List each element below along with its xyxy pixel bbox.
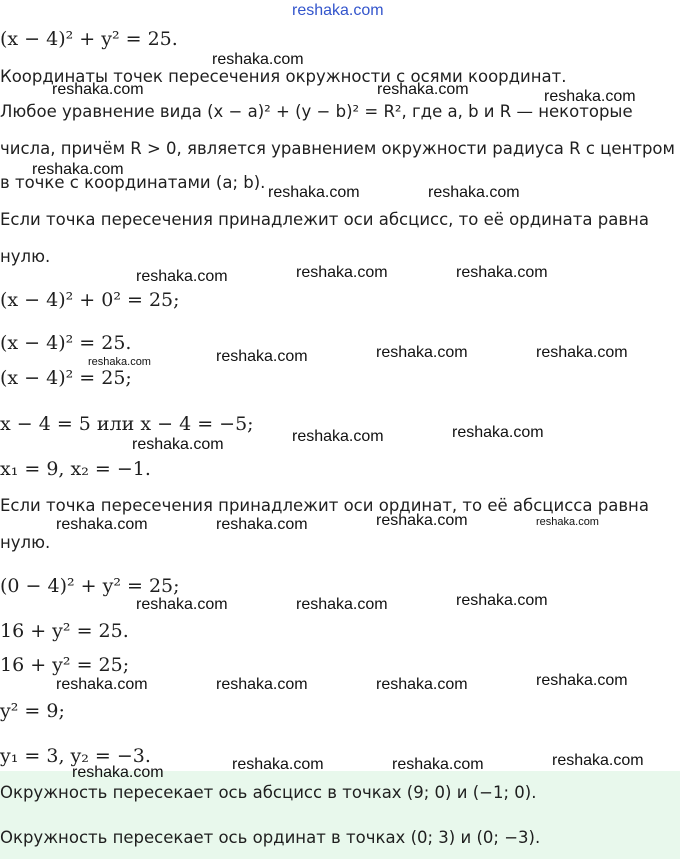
watermark: reshaka.com: [552, 752, 644, 769]
watermark: reshaka.com: [52, 81, 144, 98]
equation: 16 + y² = 25.: [0, 620, 129, 642]
watermark: reshaka.com: [268, 184, 360, 201]
text-line: Любое уравнение вида (x − a)² + (y − b)² = R², где a, b и R — некоторые: [0, 102, 633, 121]
equation: (x − 4)² = 25.: [0, 332, 132, 354]
equation: 16 + y² = 25;: [0, 654, 130, 676]
equation: x − 4 = 5 или x − 4 = −5;: [0, 413, 254, 435]
watermark: reshaka.com: [132, 436, 224, 453]
equation-circle: (x − 4)² + y² = 25.: [0, 28, 178, 50]
watermark: reshaka.com: [536, 672, 628, 689]
watermark: reshaka.com: [376, 676, 468, 693]
watermark: reshaka.com: [456, 264, 548, 281]
equation: y² = 9;: [0, 700, 65, 722]
watermark: reshaka.com: [72, 764, 164, 781]
answer-line-y-axis: Окружность пересекает ось ординат в точках (0; 3) и (0; −3).: [0, 828, 541, 847]
answer-line-x-axis: Окружность пересекает ось абсцисс в точках (9; 0) и (−1; 0).: [0, 783, 537, 802]
watermark: reshaka.com: [56, 676, 148, 693]
watermark: reshaka.com: [376, 344, 468, 361]
watermark: reshaka.com: [296, 264, 388, 281]
watermark: reshaka.com: [232, 756, 324, 773]
watermark: reshaka.com: [56, 516, 148, 533]
section-heading: Координаты точек пересечения окружности с осями координат.: [0, 67, 567, 86]
watermark: reshaka.com: [456, 592, 548, 609]
watermark: reshaka.com: [536, 516, 599, 528]
watermark: reshaka.com: [377, 81, 469, 98]
equation: (x − 4)² = 25;: [0, 367, 132, 389]
text-line: числа, причём R > 0, является уравнением окружности радиуса R с центром: [0, 139, 675, 158]
equation: (x − 4)² + 0² = 25;: [0, 289, 180, 311]
text-line: в точке с координатами (a; b).: [0, 173, 266, 192]
text-line: нулю.: [0, 247, 51, 266]
equation: y₁ = 3, y₂ = −3.: [0, 745, 151, 767]
watermark: reshaka.com: [216, 516, 308, 533]
watermark: reshaka.com: [88, 356, 151, 368]
text-line: Если точка пересечения принадлежит оси абсцисс, то её ордината равна: [0, 210, 649, 229]
text-line: Если точка пересечения принадлежит оси ординат, то её абсцисса равна: [0, 496, 649, 515]
watermark: reshaka.com: [428, 184, 520, 201]
watermark: reshaka.com: [544, 88, 636, 105]
watermark: reshaka.com: [136, 268, 228, 285]
text-line: нулю.: [0, 533, 51, 552]
watermark: reshaka.com: [392, 756, 484, 773]
watermark: reshaka.com: [376, 512, 468, 529]
watermark: reshaka.com: [32, 161, 124, 178]
watermark: reshaka.com: [292, 2, 384, 19]
equation: x₁ = 9, x₂ = −1.: [0, 458, 151, 480]
watermark: reshaka.com: [536, 344, 628, 361]
equation: (0 − 4)² + y² = 25;: [0, 575, 180, 597]
watermark: reshaka.com: [216, 348, 308, 365]
watermark: reshaka.com: [212, 51, 304, 68]
watermark: reshaka.com: [452, 424, 544, 441]
watermark: reshaka.com: [136, 596, 228, 613]
watermark: reshaka.com: [296, 596, 388, 613]
watermark: reshaka.com: [292, 428, 384, 445]
watermark: reshaka.com: [216, 676, 308, 693]
